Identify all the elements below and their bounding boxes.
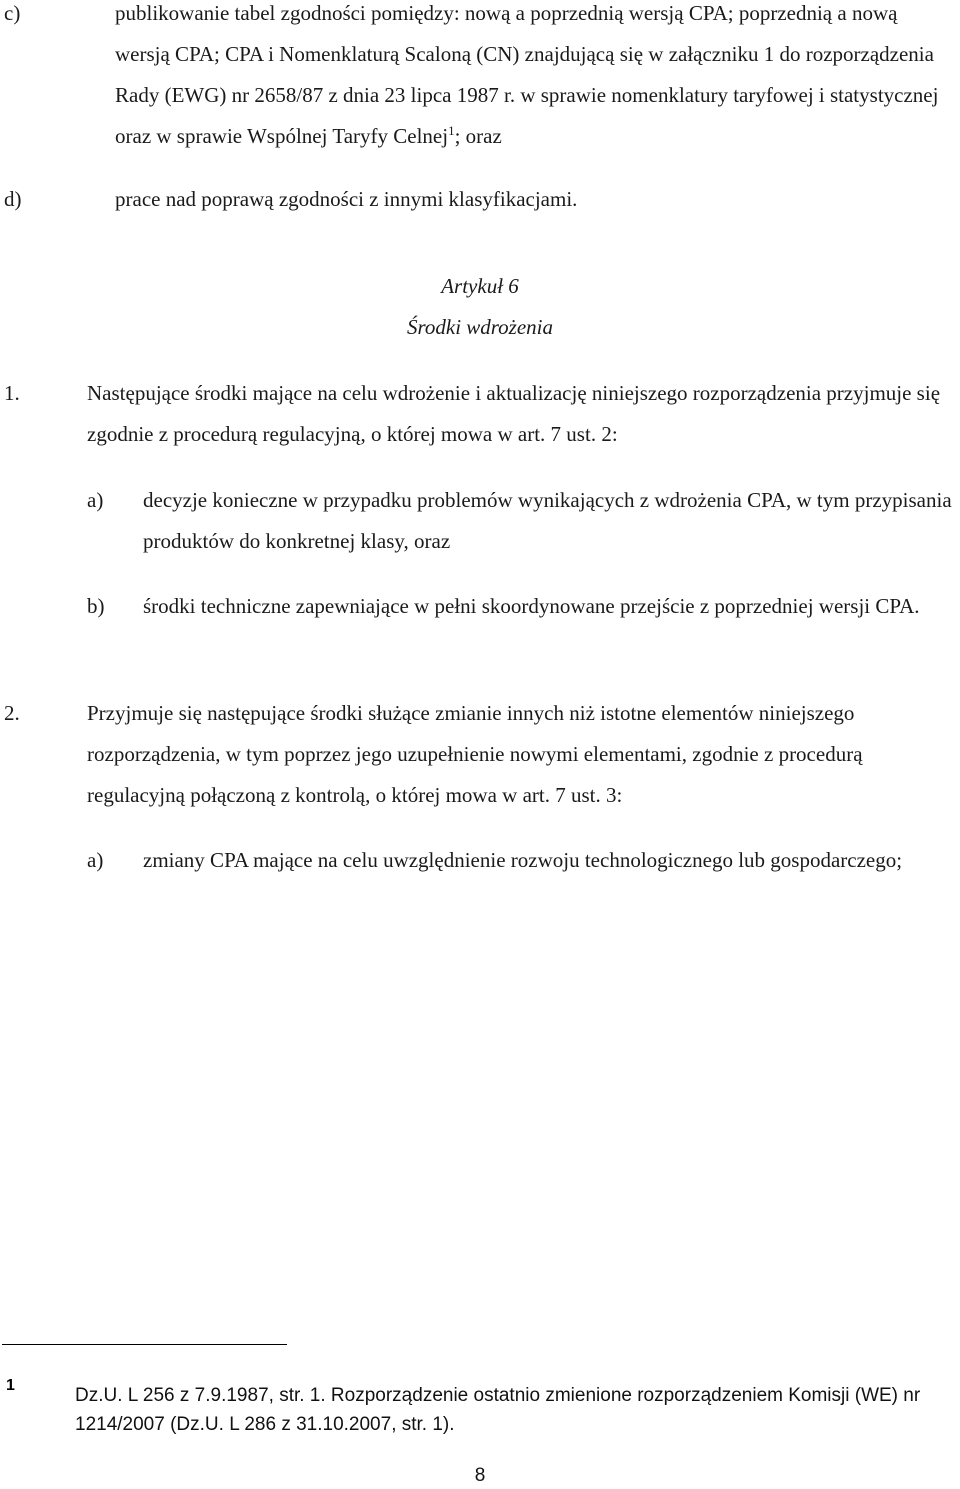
footnote-number: 1: [6, 1377, 15, 1394]
item-c-text: [115, 0, 957, 157]
para1-marker: 1.: [4, 381, 20, 405]
para1-text: Następujące środki mające na celu wdrożenie i aktualizację niniejszego rozporządzenia przyjmuje się zgodnie z procedurą regulacyjną, o której mowa w art. 7 ust. 2:: [87, 381, 941, 446]
article-subtitle: Środki wdrożenia: [406, 315, 554, 339]
footnote-separator: [2, 1344, 287, 1345]
para2-marker: 2.: [4, 701, 20, 725]
para1-a-marker: a): [87, 488, 104, 512]
para1-b-marker: b): [87, 594, 105, 618]
page-number: 8: [474, 1465, 486, 1486]
para1-b-text: środki techniczne zapewniające w pełni skoordynowane przejście z poprzedniej wersji CPA.: [143, 594, 920, 618]
para1-a-text: decyzje konieczne w przypadku problemów wynikających z wdrożenia CPA, w tym przypisania produktów do konkretnej klasy, oraz: [143, 488, 952, 553]
item-c-body: publikowanie tabel zgodności pomiędzy: nową a poprzednią wersją CPA; poprzednią a nową wersją CPA; CPA i Nomenklaturą Scaloną (CN) znajdującą się w załączniku 1 do rozporządzenia Rady (EWG) nr 2658/87 z dnia 23 lipca 1987 r. w sprawie nomenklatury taryfowej i statystycznej oraz w sprawie Wspólnej Taryfy Celnej: [115, 1, 939, 148]
item-c-marker: c): [4, 1, 21, 25]
para2-a-text: zmiany CPA mające na celu uwzględnienie rozwoju technologicznego lub gospodarczego;: [143, 848, 903, 872]
article-title: Artykuł 6: [441, 274, 519, 298]
item-c-tail: ; oraz: [454, 124, 502, 148]
footnote-ref[interactable]: 1: [448, 123, 455, 138]
para2-a-marker: a): [87, 848, 104, 872]
item-d-text: prace nad poprawą zgodności z innymi klasyfikacjami.: [115, 187, 578, 211]
footnote-text: Dz.U. L 256 z 7.9.1987, str. 1. Rozporządzenie ostatnio zmienione rozporządzeniem Komisji (WE) nr 1214/2007 (Dz.U. L 286 z 31.10.2007, str. 1).: [75, 1385, 921, 1435]
item-d-marker: d): [4, 187, 22, 211]
para2-text: Przyjmuje się następujące środki służące zmianie innych niż istotne elementów niniejszego rozporządzenia, w tym poprzez jego uzupełnienie nowymi elementami, zgodnie z procedurą regulacyjną połączoną z kontrolą, o której mowa w art. 7 ust. 3:: [87, 701, 863, 807]
